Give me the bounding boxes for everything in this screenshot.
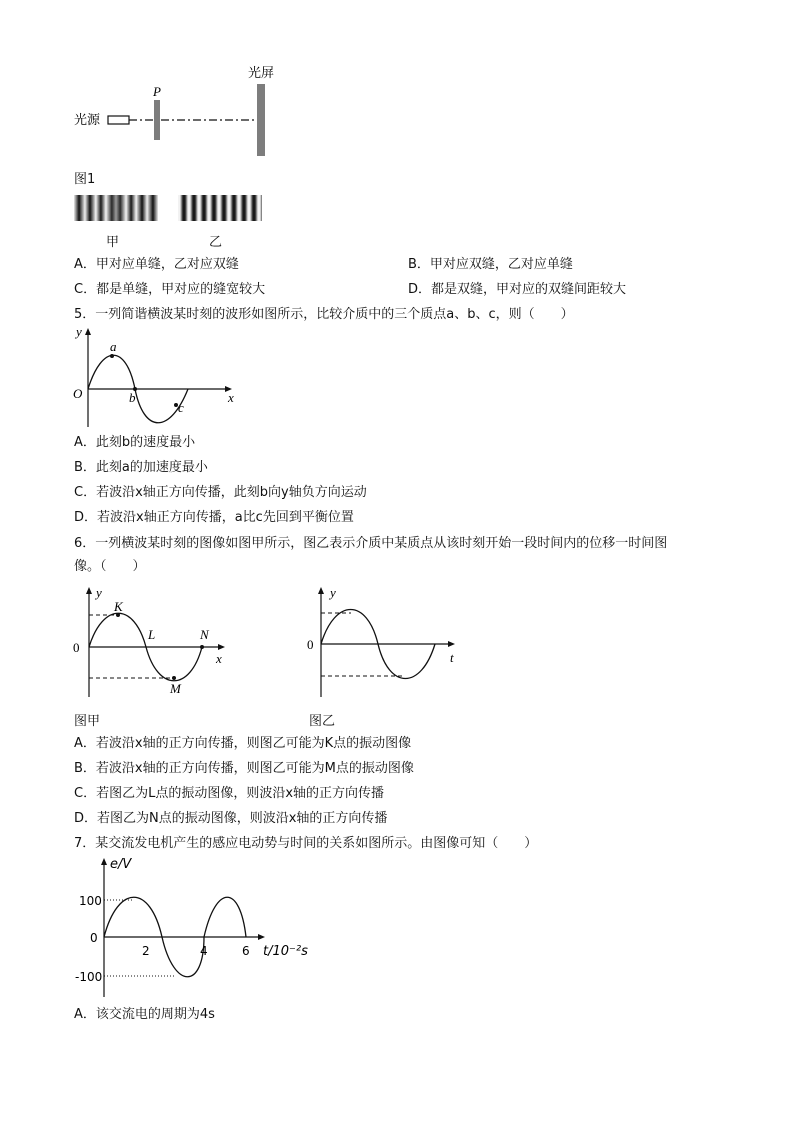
q6-option-b: B．若波沿x轴的正方向传播，则图乙可能为M点的振动图像 xyxy=(74,761,414,776)
q6-stem-line1: 6．一列横波某时刻的图像如图甲所示，图乙表示介质中某质点从该时刻开始一段时间内的位移一时间图 xyxy=(74,536,668,551)
q6-graph-a xyxy=(70,582,240,702)
point-m xyxy=(172,676,176,680)
q5-option-b: B．此刻a的加速度最小 xyxy=(74,460,208,475)
tick-label-4: 4 xyxy=(200,944,208,958)
point-l-label: L xyxy=(148,627,156,642)
q5-option-c: C．若波沿x轴正方向传播，此刻b向y轴负方向运动 xyxy=(74,485,367,500)
x-axis-label: x xyxy=(216,651,222,666)
q6-option-c: C．若图乙为L点的振动图像，则波沿x轴的正方向传播 xyxy=(74,786,385,801)
slit-label-p: P xyxy=(153,84,161,99)
q5-option-a: A．此刻b的速度最小 xyxy=(74,435,196,450)
q5-wave-graph xyxy=(70,322,245,432)
pattern-a-label: 甲 xyxy=(106,235,120,250)
figure1-setup-diagram xyxy=(70,62,280,162)
point-c-label: c xyxy=(178,400,184,415)
q4-option-d: D．都是双缝，甲对应的双缝间距较大 xyxy=(408,282,627,297)
pattern-b-label: 乙 xyxy=(209,235,223,250)
point-b-label: b xyxy=(129,390,136,405)
tick-label-neg100: -100 xyxy=(75,970,103,984)
q7-stem: 7．某交流发电机产生的感应电动势与时间的关系如图所示。由图像可知（ ） xyxy=(74,836,538,851)
fringe-pattern-b xyxy=(178,195,262,221)
light-source-box xyxy=(108,116,129,124)
q7-option-a: A．该交流电的周期为4s xyxy=(74,1007,215,1022)
tick-label-0: 0 xyxy=(90,931,98,945)
y-axis-label: y xyxy=(76,324,82,339)
q6-option-a: A．若波沿x轴的正方向传播，则图乙可能为K点的振动图像 xyxy=(74,736,412,751)
y-axis-arrow xyxy=(101,858,107,865)
tick-label-100: 100 xyxy=(79,894,102,908)
q6-option-d: D．若图乙为N点的振动图像，则波沿x轴的正方向传播 xyxy=(74,811,388,826)
slit-plate-p xyxy=(154,100,160,140)
q5-option-d: D．若波沿x轴正方向传播，a比c先回到平衡位置 xyxy=(74,510,354,525)
fringe-pattern-a xyxy=(74,195,158,221)
point-n xyxy=(200,645,204,649)
q6-stem-line2: 像。（ ） xyxy=(74,559,146,574)
q6-graph-b-caption: 图乙 xyxy=(309,714,336,729)
light-screen xyxy=(257,84,265,156)
q7-emf-graph xyxy=(70,852,320,1002)
screen-label: 光屏 xyxy=(248,66,275,81)
point-a xyxy=(110,354,114,358)
tick-label-2: 2 xyxy=(142,944,150,958)
t-axis-label: t/10⁻²s xyxy=(263,944,308,959)
y-axis-arrow xyxy=(85,328,91,335)
q4-option-a: A．甲对应单缝，乙对应双缝 xyxy=(74,257,239,272)
q5-stem: 5．一列简谐横波某时刻的波形如图所示，比较介质中的三个质点a、b、c，则（ ） xyxy=(74,307,574,322)
y-axis-label: y xyxy=(330,585,336,600)
origin-label: 0 xyxy=(73,640,80,655)
q6-graph-b xyxy=(305,582,470,702)
q4-option-b: B．甲对应双缝，乙对应单缝 xyxy=(408,257,573,272)
point-a-label: a xyxy=(110,339,117,354)
q6-graph-a-caption: 图甲 xyxy=(74,714,101,729)
point-n-label: N xyxy=(200,627,209,642)
origin-label: O xyxy=(73,386,83,401)
tick-label-6: 6 xyxy=(242,944,250,958)
x-axis-label: x xyxy=(228,390,234,405)
y-axis-label: y xyxy=(96,585,102,600)
y-axis-label: e/V xyxy=(110,857,132,872)
t-axis-arrow xyxy=(448,641,455,647)
origin-label: 0 xyxy=(307,637,314,652)
y-axis-arrow xyxy=(318,587,324,594)
y-axis-arrow xyxy=(86,587,92,594)
point-m-label: M xyxy=(170,681,181,696)
point-k-label: K xyxy=(114,599,123,614)
t-axis-arrow xyxy=(258,934,265,940)
x-axis-arrow xyxy=(218,644,225,650)
light-source-label: 光源 xyxy=(74,113,101,128)
figure1-caption: 图1 xyxy=(74,172,96,187)
t-axis-label: t xyxy=(450,650,454,665)
q4-option-c: C．都是单缝，甲对应的缝宽较大 xyxy=(74,282,266,297)
